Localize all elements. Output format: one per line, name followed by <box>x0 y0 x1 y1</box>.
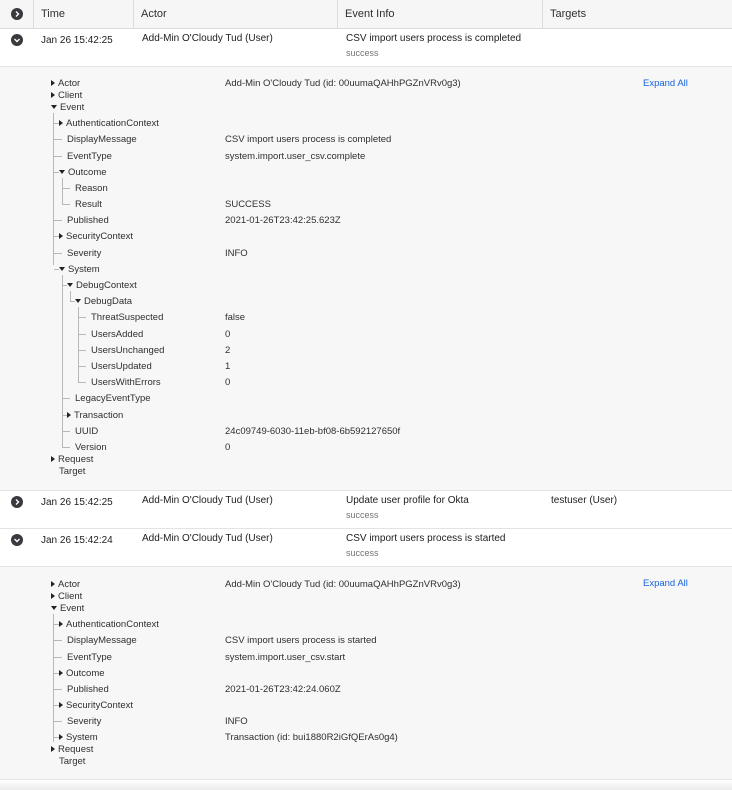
tree-node-actor[interactable]: Actor <box>51 78 80 89</box>
col-event-info[interactable]: Event Info <box>337 0 542 28</box>
tree-node-event[interactable]: Event <box>51 102 84 113</box>
caret-right-icon <box>59 734 63 740</box>
col-targets[interactable]: Targets <box>542 0 732 28</box>
published-value: 2021-01-26T23:42:25.623Z <box>225 215 341 226</box>
expand-all-link[interactable]: Expand All <box>643 78 688 89</box>
tree-node-security-context[interactable]: SecurityContext <box>59 700 133 711</box>
event-details-panel <box>0 67 732 491</box>
row-actor: Add-Min O'Cloudy Tud (User) <box>142 533 273 544</box>
expand-all-rows-icon[interactable] <box>11 8 23 20</box>
caret-right-icon <box>59 120 63 126</box>
table-row[interactable] <box>0 29 732 67</box>
caret-right-icon <box>59 702 63 708</box>
key-event-type: EventType <box>67 151 112 162</box>
tree-node-event[interactable]: Event <box>51 603 84 614</box>
collapse-row-icon[interactable] <box>11 534 23 546</box>
row-time: Jan 26 15:42:25 <box>41 497 113 508</box>
threat-suspected-value: false <box>225 312 246 323</box>
key-version: Version <box>75 442 107 453</box>
caret-right-icon <box>59 621 63 627</box>
users-unchanged-value: 2 <box>225 345 231 356</box>
key-display-message: DisplayMessage <box>67 134 137 145</box>
expand-row-icon[interactable] <box>11 496 23 508</box>
result-value: SUCCESS <box>225 199 271 210</box>
severity-value: INFO <box>225 248 248 259</box>
caret-down-icon <box>51 105 57 109</box>
row-outcome: success <box>346 510 379 520</box>
published-value: 2021-01-26T23:42:24.060Z <box>225 684 341 695</box>
tree-node-debug-data[interactable]: DebugData <box>75 296 132 307</box>
event-type-value: system.import.user_csv.start <box>225 652 346 663</box>
caret-right-icon <box>51 746 55 752</box>
users-with-errors-value: 0 <box>225 377 231 388</box>
key-users-unchanged: UsersUnchanged <box>91 345 165 356</box>
key-legacy-event-type: LegacyEventType <box>75 393 151 404</box>
col-actor[interactable]: Actor <box>133 0 337 28</box>
caret-right-icon <box>67 412 71 418</box>
key-severity: Severity <box>67 716 102 727</box>
tree-node-authentication-context[interactable]: AuthenticationContext <box>59 619 159 630</box>
caret-right-icon <box>51 92 55 98</box>
key-target: Target <box>59 466 86 477</box>
table-row[interactable] <box>0 491 732 529</box>
caret-down-icon <box>59 170 65 174</box>
caret-down-icon <box>51 606 57 610</box>
uuid-value: 24c09749-6030-11eb-bf08-6b592127650f <box>225 426 401 437</box>
key-severity: Severity <box>67 248 102 259</box>
col-time[interactable]: Time <box>33 0 133 28</box>
caret-down-icon <box>75 299 81 303</box>
caret-right-icon <box>59 670 63 676</box>
display-message-value: CSV import users process is started <box>225 635 377 646</box>
row-outcome: success <box>346 548 379 558</box>
caret-right-icon <box>51 593 55 599</box>
tree-node-outcome[interactable]: Outcome <box>59 167 107 178</box>
tree-node-outcome[interactable]: Outcome <box>59 668 105 679</box>
key-users-updated: UsersUpdated <box>91 361 152 372</box>
row-event: CSV import users process is completed <box>346 33 522 44</box>
tree-node-system[interactable]: System <box>59 264 100 275</box>
tree-node-transaction[interactable]: Transaction <box>67 410 123 421</box>
users-added-value: 0 <box>225 329 231 340</box>
caret-right-icon <box>51 80 55 86</box>
row-outcome: success <box>346 48 379 58</box>
tree-node-request[interactable]: Request <box>51 454 93 465</box>
row-actor: Add-Min O'Cloudy Tud (User) <box>142 495 273 506</box>
event-type-value: system.import.user_csv.complete <box>225 151 366 162</box>
tree-node-debug-context[interactable]: DebugContext <box>67 280 137 291</box>
caret-right-icon <box>51 456 55 462</box>
system-value: Transaction (id: bui1880R2iGfQErAs0g4) <box>225 732 398 743</box>
key-published: Published <box>67 684 109 695</box>
key-uuid: UUID <box>75 426 99 437</box>
key-reason: Reason <box>75 183 108 194</box>
actor-value: Add-Min O'Cloudy Tud (id: 00uumaQAHhPGZnVRv0g3) <box>225 78 461 89</box>
table-header <box>0 0 732 29</box>
key-threat-suspected: ThreatSuspected <box>91 312 164 323</box>
row-actor: Add-Min O'Cloudy Tud (User) <box>142 33 273 44</box>
tree-node-actor[interactable]: Actor <box>51 579 80 590</box>
version-value: 0 <box>225 442 231 453</box>
key-published: Published <box>67 215 109 226</box>
event-details-panel <box>0 567 732 780</box>
row-target: testuser (User) <box>551 495 618 506</box>
key-users-with-errors: UsersWithErrors <box>91 377 161 388</box>
users-updated-value: 1 <box>225 361 231 372</box>
table-row[interactable] <box>0 529 732 567</box>
collapse-row-icon[interactable] <box>11 34 23 46</box>
key-result: Result <box>75 199 102 210</box>
row-event: CSV import users process is started <box>346 533 506 544</box>
row-event: Update user profile for Okta <box>346 495 469 506</box>
key-users-added: UsersAdded <box>91 329 144 340</box>
severity-value: INFO <box>225 716 248 727</box>
actor-value: Add-Min O'Cloudy Tud (id: 00uumaQAHhPGZnVRv0g3) <box>225 579 461 590</box>
caret-right-icon <box>59 233 63 239</box>
caret-right-icon <box>51 581 55 587</box>
expand-all-link[interactable]: Expand All <box>643 578 688 589</box>
tree-node-system[interactable]: System <box>59 732 98 743</box>
key-target: Target <box>59 756 86 767</box>
caret-down-icon <box>67 283 73 287</box>
key-display-message: DisplayMessage <box>67 635 137 646</box>
display-message-value: CSV import users process is completed <box>225 134 392 145</box>
next-row-edge <box>0 779 732 790</box>
caret-down-icon <box>59 267 65 271</box>
row-time: Jan 26 15:42:25 <box>41 35 113 46</box>
key-event-type: EventType <box>67 652 112 663</box>
tree-node-security-context[interactable]: SecurityContext <box>59 231 133 242</box>
tree-node-authentication-context[interactable]: AuthenticationContext <box>59 118 159 129</box>
tree-node-client[interactable]: Client <box>51 90 82 101</box>
tree-node-client[interactable]: Client <box>51 591 82 602</box>
tree-node-request[interactable]: Request <box>51 744 93 755</box>
row-time: Jan 26 15:42:24 <box>41 535 113 546</box>
